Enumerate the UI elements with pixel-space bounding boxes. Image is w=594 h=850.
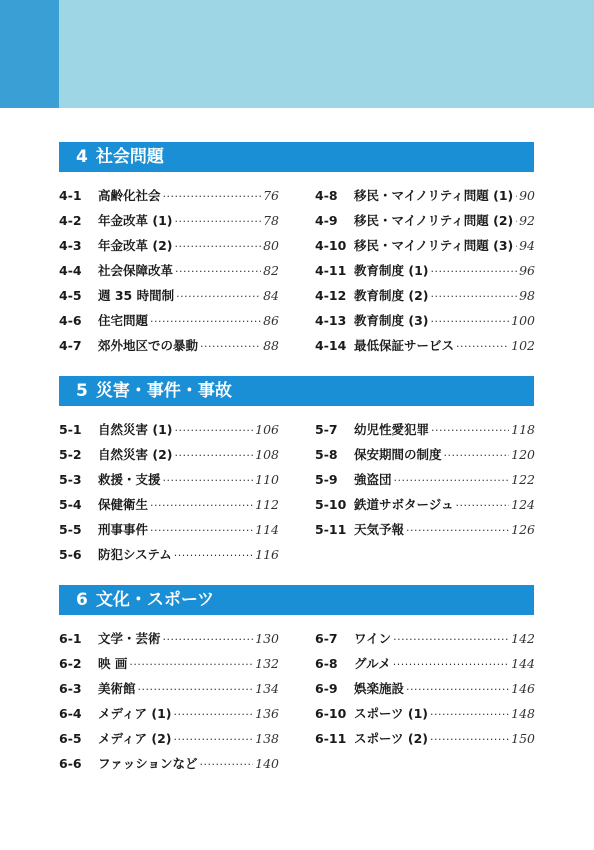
entry-code: 6-9 bbox=[315, 681, 338, 696]
section-number: 6 bbox=[76, 590, 88, 610]
toc-entry bbox=[315, 495, 535, 520]
dot-leader bbox=[456, 499, 510, 512]
entry-code: 5-7 bbox=[315, 422, 338, 437]
toc-entry bbox=[59, 629, 279, 654]
entry-title: 自然災害 (1) bbox=[98, 422, 173, 437]
entry-page-number: 148 bbox=[511, 706, 535, 721]
toc-entry bbox=[315, 445, 535, 470]
entry-page-number: 146 bbox=[511, 681, 535, 696]
entry-page-number: 94 bbox=[519, 238, 535, 253]
entry-title: 教育制度 (2) bbox=[354, 288, 429, 303]
dot-leader bbox=[173, 708, 253, 721]
entry-code: 6-7 bbox=[315, 631, 338, 646]
toc-entry bbox=[315, 420, 535, 445]
entry-code: 5-1 bbox=[59, 422, 82, 437]
entry-page-number: 150 bbox=[511, 731, 535, 746]
entry-title: 防犯システム bbox=[98, 547, 172, 562]
toc-entry bbox=[59, 286, 279, 311]
toc-entry bbox=[315, 311, 535, 336]
dot-leader bbox=[163, 190, 262, 203]
dot-leader bbox=[393, 633, 509, 646]
toc-entry bbox=[59, 336, 279, 361]
toc-entry bbox=[59, 704, 279, 729]
toc-entry bbox=[315, 679, 535, 704]
dot-leader bbox=[430, 733, 509, 746]
toc-entry bbox=[59, 186, 279, 211]
top-color-band bbox=[0, 0, 594, 108]
entry-code: 4-4 bbox=[59, 263, 82, 278]
toc-entry bbox=[59, 754, 279, 779]
entry-code: 4-7 bbox=[59, 338, 82, 353]
entry-page-number: 112 bbox=[255, 497, 279, 512]
entry-code: 4-6 bbox=[59, 313, 82, 328]
entry-page-number: 86 bbox=[263, 313, 279, 328]
entry-title: メディア (1) bbox=[98, 706, 172, 721]
toc-entry bbox=[315, 520, 535, 545]
entry-title: 移民・マイノリティ問題 (3) bbox=[354, 238, 514, 253]
toc-column-right bbox=[315, 420, 535, 545]
entry-code: 4-1 bbox=[59, 188, 82, 203]
toc-entry bbox=[315, 186, 535, 211]
entry-code: 4-10 bbox=[315, 238, 347, 253]
section-number: 4 bbox=[76, 147, 88, 167]
entry-code: 5-11 bbox=[315, 522, 347, 537]
entry-code: 4-9 bbox=[315, 213, 338, 228]
entry-title: 強盗団 bbox=[354, 472, 392, 487]
toc-column-left bbox=[59, 420, 279, 570]
section-number: 5 bbox=[76, 381, 88, 401]
dot-leader bbox=[456, 340, 509, 353]
dot-leader bbox=[163, 633, 254, 646]
section-title: 社会問題 bbox=[95, 147, 164, 167]
entry-code: 4-2 bbox=[59, 213, 82, 228]
entry-code: 5-9 bbox=[315, 472, 338, 487]
entry-title: 鉄道サボタージュ bbox=[354, 497, 454, 512]
toc-entry bbox=[315, 211, 535, 236]
section-header bbox=[59, 142, 534, 172]
toc-entry bbox=[59, 545, 279, 570]
toc-entry bbox=[59, 311, 279, 336]
entry-title: 刑事事件 bbox=[98, 522, 149, 537]
entry-title: 移民・マイノリティ問題 (2) bbox=[354, 213, 514, 228]
entry-code: 6-3 bbox=[59, 681, 82, 696]
dot-leader bbox=[129, 658, 253, 671]
toc-entry bbox=[59, 470, 279, 495]
entry-code: 6-6 bbox=[59, 756, 82, 771]
entry-page-number: 80 bbox=[263, 238, 279, 253]
entry-title: 移民・マイノリティ問題 (1) bbox=[354, 188, 514, 203]
entry-page-number: 140 bbox=[255, 756, 279, 771]
entry-title: 教育制度 (3) bbox=[354, 313, 429, 328]
entry-code: 4-12 bbox=[315, 288, 347, 303]
entry-page-number: 138 bbox=[255, 731, 279, 746]
toc-entry bbox=[59, 420, 279, 445]
entry-page-number: 78 bbox=[263, 213, 279, 228]
entry-code: 4-5 bbox=[59, 288, 82, 303]
entry-title: 美術館 bbox=[98, 681, 136, 696]
entry-page-number: 98 bbox=[519, 288, 535, 303]
entry-title: スポーツ (2) bbox=[354, 731, 428, 746]
dot-leader bbox=[515, 215, 517, 228]
entry-code: 6-5 bbox=[59, 731, 82, 746]
entry-page-number: 124 bbox=[511, 497, 535, 512]
entry-title: 高齢化社会 bbox=[98, 188, 161, 203]
dot-leader bbox=[430, 290, 517, 303]
entry-code: 6-4 bbox=[59, 706, 82, 721]
dot-leader bbox=[150, 499, 253, 512]
toc-entry bbox=[59, 520, 279, 545]
dot-leader bbox=[174, 549, 253, 562]
entry-title: 年金改革 (2) bbox=[98, 238, 173, 253]
entry-page-number: 100 bbox=[511, 313, 535, 328]
entry-title: グルメ bbox=[354, 656, 391, 671]
toc-entry bbox=[59, 729, 279, 754]
entry-page-number: 90 bbox=[519, 188, 535, 203]
toc-entry bbox=[315, 470, 535, 495]
toc-entry bbox=[315, 261, 535, 286]
toc-entry bbox=[315, 336, 535, 361]
entry-code: 4-14 bbox=[315, 338, 347, 353]
toc-entry bbox=[59, 654, 279, 679]
entry-title: 郊外地区での暴動 bbox=[98, 338, 199, 353]
toc-column-right bbox=[315, 629, 535, 754]
entry-title: 保健衛生 bbox=[98, 497, 149, 512]
dot-leader bbox=[406, 683, 509, 696]
toc-column-left bbox=[59, 186, 279, 361]
dot-leader bbox=[176, 290, 261, 303]
entry-title: 週 35 時間制 bbox=[98, 288, 175, 303]
entry-title: ワイン bbox=[354, 631, 392, 646]
entry-title: 映 画 bbox=[98, 656, 128, 671]
entry-code: 6-1 bbox=[59, 631, 82, 646]
dot-leader bbox=[430, 315, 509, 328]
entry-title: 年金改革 (1) bbox=[98, 213, 173, 228]
entry-title: メディア (2) bbox=[98, 731, 172, 746]
dot-leader bbox=[515, 240, 517, 253]
entry-page-number: 130 bbox=[255, 631, 279, 646]
section-title: 文化・スポーツ bbox=[95, 590, 215, 610]
dot-leader bbox=[430, 265, 517, 278]
entry-code: 4-3 bbox=[59, 238, 82, 253]
entry-code: 6-8 bbox=[315, 656, 338, 671]
entry-code: 5-8 bbox=[315, 447, 338, 462]
dot-leader bbox=[173, 733, 253, 746]
dot-leader bbox=[393, 658, 509, 671]
dot-leader bbox=[150, 315, 261, 328]
dot-leader bbox=[200, 340, 261, 353]
toc-entry bbox=[315, 236, 535, 261]
entry-title: 自然災害 (2) bbox=[98, 447, 173, 462]
toc-entry bbox=[59, 679, 279, 704]
dot-leader bbox=[406, 524, 509, 537]
entry-code: 4-11 bbox=[315, 263, 347, 278]
dot-leader bbox=[174, 215, 261, 228]
entry-code: 5-3 bbox=[59, 472, 82, 487]
section-title: 災害・事件・事故 bbox=[95, 381, 232, 401]
toc-entry bbox=[315, 286, 535, 311]
entry-page-number: 142 bbox=[511, 631, 535, 646]
entry-page-number: 126 bbox=[511, 522, 535, 537]
dot-leader bbox=[174, 240, 261, 253]
entry-page-number: 116 bbox=[255, 547, 279, 562]
entry-code: 6-2 bbox=[59, 656, 82, 671]
dot-leader bbox=[163, 474, 254, 487]
toc-entry bbox=[59, 495, 279, 520]
entry-page-number: 120 bbox=[511, 447, 535, 462]
entry-title: 娯楽施設 bbox=[354, 681, 405, 696]
entry-page-number: 102 bbox=[511, 338, 535, 353]
entry-code: 5-5 bbox=[59, 522, 82, 537]
dot-leader bbox=[150, 524, 253, 537]
toc-entry bbox=[59, 261, 279, 286]
section-5 bbox=[59, 376, 535, 562]
top-band-corner bbox=[0, 0, 59, 108]
entry-code: 6-10 bbox=[315, 706, 347, 721]
toc-entry bbox=[315, 704, 535, 729]
entry-page-number: 114 bbox=[255, 522, 279, 537]
entry-page-number: 136 bbox=[255, 706, 279, 721]
dot-leader bbox=[138, 683, 254, 696]
entry-page-number: 122 bbox=[511, 472, 535, 487]
dot-leader bbox=[444, 449, 510, 462]
entry-page-number: 96 bbox=[519, 263, 535, 278]
section-6 bbox=[59, 585, 535, 771]
toc-entry bbox=[315, 629, 535, 654]
entry-code: 4-8 bbox=[315, 188, 338, 203]
section-header bbox=[59, 585, 534, 615]
entry-code: 5-6 bbox=[59, 547, 82, 562]
entry-page-number: 118 bbox=[511, 422, 535, 437]
entry-code: 5-10 bbox=[315, 497, 347, 512]
toc-entry bbox=[315, 654, 535, 679]
toc-column-right bbox=[315, 186, 535, 361]
entry-title: 保安期間の制度 bbox=[354, 447, 442, 462]
dot-leader bbox=[515, 190, 517, 203]
entry-title: スポーツ (1) bbox=[354, 706, 428, 721]
section-4 bbox=[59, 142, 535, 353]
dot-leader bbox=[174, 424, 253, 437]
entry-title: ファッションなど bbox=[98, 756, 198, 771]
entry-page-number: 144 bbox=[511, 656, 535, 671]
dot-leader bbox=[394, 474, 510, 487]
toc-column-left bbox=[59, 629, 279, 779]
entry-code: 4-13 bbox=[315, 313, 347, 328]
toc-entry bbox=[315, 729, 535, 754]
entry-title: 最低保証サービス bbox=[354, 338, 455, 353]
entry-title: 住宅問題 bbox=[98, 313, 149, 328]
entry-page-number: 106 bbox=[255, 422, 279, 437]
entry-page-number: 132 bbox=[255, 656, 279, 671]
entry-title: 教育制度 (1) bbox=[354, 263, 429, 278]
entry-page-number: 110 bbox=[255, 472, 279, 487]
entry-code: 6-11 bbox=[315, 731, 347, 746]
entry-title: 社会保障改革 bbox=[98, 263, 174, 278]
entry-code: 5-2 bbox=[59, 447, 82, 462]
toc-entry bbox=[59, 445, 279, 470]
entry-page-number: 108 bbox=[255, 447, 279, 462]
entry-title: 救援・支援 bbox=[98, 472, 161, 487]
entry-page-number: 82 bbox=[263, 263, 279, 278]
entry-page-number: 76 bbox=[263, 188, 279, 203]
entry-code: 5-4 bbox=[59, 497, 82, 512]
entry-page-number: 92 bbox=[519, 213, 535, 228]
entry-page-number: 84 bbox=[263, 288, 279, 303]
entry-title: 天気予報 bbox=[354, 522, 405, 537]
toc-entry bbox=[59, 236, 279, 261]
entry-title: 幼児性愛犯罪 bbox=[354, 422, 430, 437]
entry-page-number: 134 bbox=[255, 681, 279, 696]
dot-leader bbox=[174, 449, 253, 462]
entry-page-number: 88 bbox=[263, 338, 279, 353]
toc-entry bbox=[59, 211, 279, 236]
dot-leader bbox=[430, 708, 509, 721]
dot-leader bbox=[175, 265, 261, 278]
entry-title: 文学・芸術 bbox=[98, 631, 161, 646]
section-header bbox=[59, 376, 534, 406]
dot-leader bbox=[200, 758, 254, 771]
dot-leader bbox=[431, 424, 509, 437]
